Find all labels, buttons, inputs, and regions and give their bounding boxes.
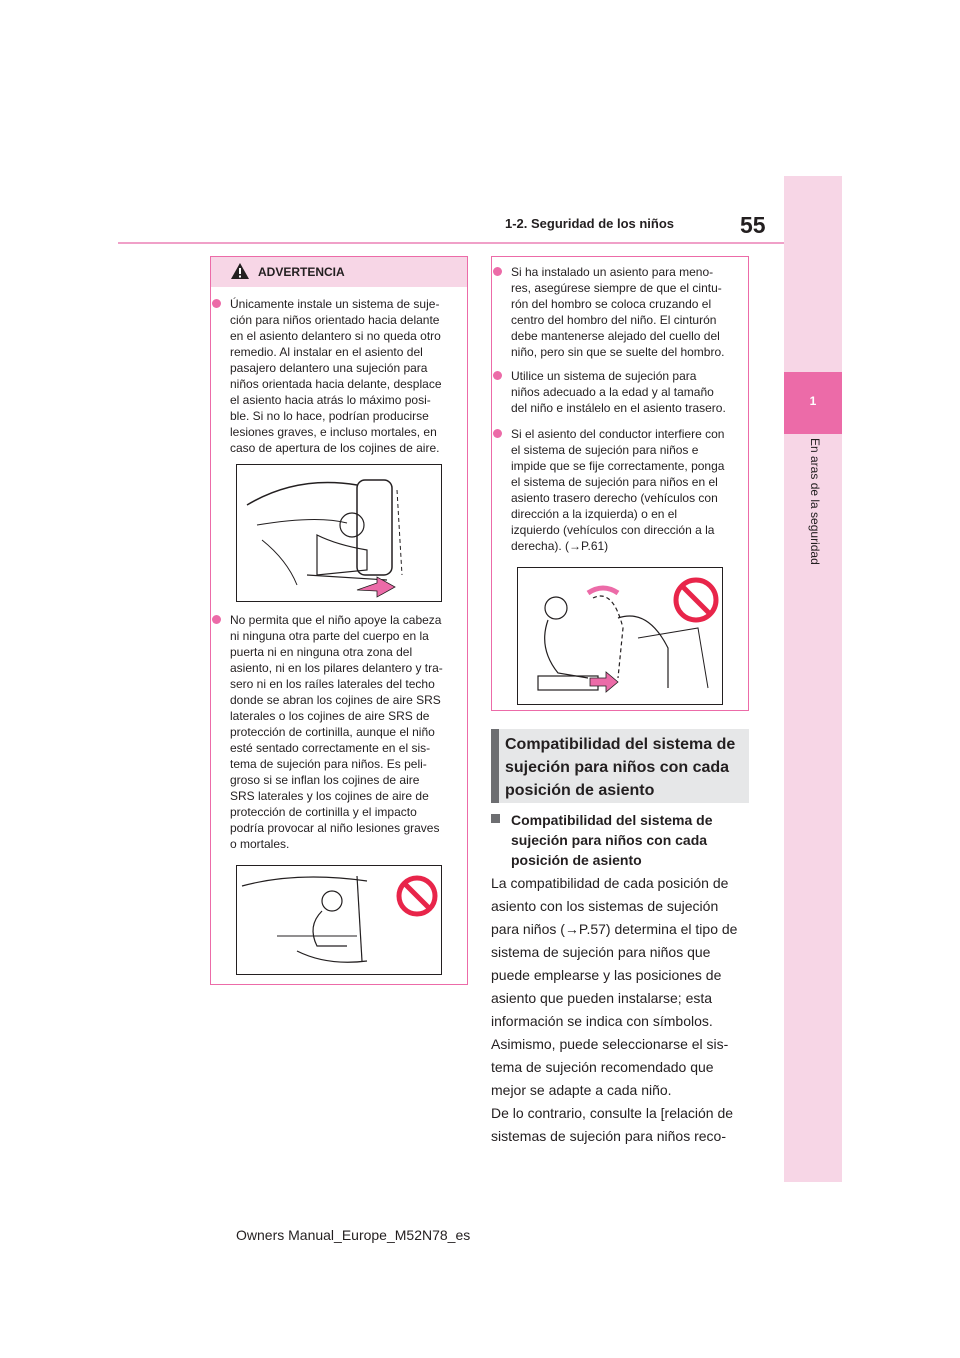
square-bullet-icon (491, 814, 500, 823)
warning-bullet (493, 368, 745, 420)
bullet-dot-icon (493, 429, 502, 438)
bullet-dot-icon (212, 299, 221, 308)
warning-bullet-text: Si ha instalado un asiento para meno- res, asegúrese siempre de que el cintu- rón del hombro se coloca cruzando el centro del hombro del niño. El cinturón debe mantenerse alejado del cuello del niño, pero sin que se suelte del hombro. (511, 265, 725, 359)
driver-seat-illustration-icon (518, 568, 722, 704)
bullet-dot-icon (212, 615, 221, 624)
warning-bullet (212, 612, 462, 858)
figure-driver-seat-interference (517, 567, 723, 705)
child-leaning-illustration-icon (237, 866, 441, 974)
section-heading-bar (491, 729, 499, 803)
chapter-title: En aras de la seguridad (808, 438, 822, 565)
body-paragraph: La compatibilidad de cada posición de asiento con los sistemas de sujeción para niños (→P.57) determina el tipo de sistema de sujeción para niños que puede emplearse y las posiciones de asiento que pueden instalarse; esta información se indica con símbolos. Asimismo, puede seleccionarse el sis- tema de sujeción recomendado que mejor se adapte a cada niño. De lo contrario, consulte la [relación de sistemas de sujeción para niños reco- (491, 875, 738, 1144)
bullet-dot-icon (493, 267, 502, 276)
warning-bullet-text: Únicamente instale un sistema de suje- ción para niños orientado hacia delante en el asiento delantero si no queda otro remedio. Al instalar en el asiento del pasajero delantero una sujeción para niños orientada hacia delante, desplace el asiento hacia atrás lo máximo posi- ble. Si no lo hace, podrían producirse lesiones graves, e incluso mortales, en caso de apertura de los cojines de aire. (230, 297, 442, 455)
subheading-text: Compatibilidad del sistema de sujeción para niños con cada posición de asiento (511, 812, 713, 868)
bullet-dot-icon (493, 371, 502, 380)
section-title: 1-2. Seguridad de los niños (505, 216, 675, 231)
warning-bullet-text: Si el asiento del conductor interfiere con el sistema de sujeción para niños e impide que se fije correctamente, ponga el sistema de sujeción para niños en el asiento trasero derecho (vehículos con dirección a la izquierda) o en el izquierdo (vehículos con dirección a la derecha). (→P.61) (511, 427, 725, 553)
warning-bullet (493, 264, 745, 364)
warning-bullet (212, 296, 462, 456)
warning-triangle-icon (230, 262, 250, 280)
chapter-side-tab (784, 176, 842, 1182)
chapter-number: 1 (809, 394, 817, 408)
page-number: 55 (740, 212, 766, 238)
child-seat-illustration-icon (237, 465, 441, 601)
header-rule (118, 242, 784, 244)
warning-bullet-text: No permita que el niño apoye la cabeza ni ninguna otra parte del cuerpo en la puerta ni en ninguna otra zona del asiento, ni en los pilares delantero y tra- sero ni en los raíles laterales del techo donde se abran los cojines de aire SRS laterales o los cojines de aire SRS de protección de cortinilla, aunque el niño esté sentado correctamente en el sis- tema de sujeción para niños. Es peli- groso si se inflan los cojines de aire SRS laterales y los cojines de aire de protección de cortinilla y el impacto podría provocar al niño lesiones graves o mortales. (230, 613, 443, 851)
warning-bullet-text: Utilice un sistema de sujeción para niños adecuado a la edad y al tamaño del niño e instálelo en el asiento trasero. (511, 369, 726, 415)
footer-text: Owners Manual_Europe_M52N78_es (236, 1227, 471, 1243)
warning-title: ADVERTENCIA (258, 265, 345, 279)
figure-child-leaning-door (236, 865, 442, 975)
warning-bullet (493, 426, 745, 558)
section-heading: Compatibilidad del sistema de sujeción para niños con cada posición de asiento (505, 736, 736, 799)
figure-child-seat-front (236, 464, 442, 602)
